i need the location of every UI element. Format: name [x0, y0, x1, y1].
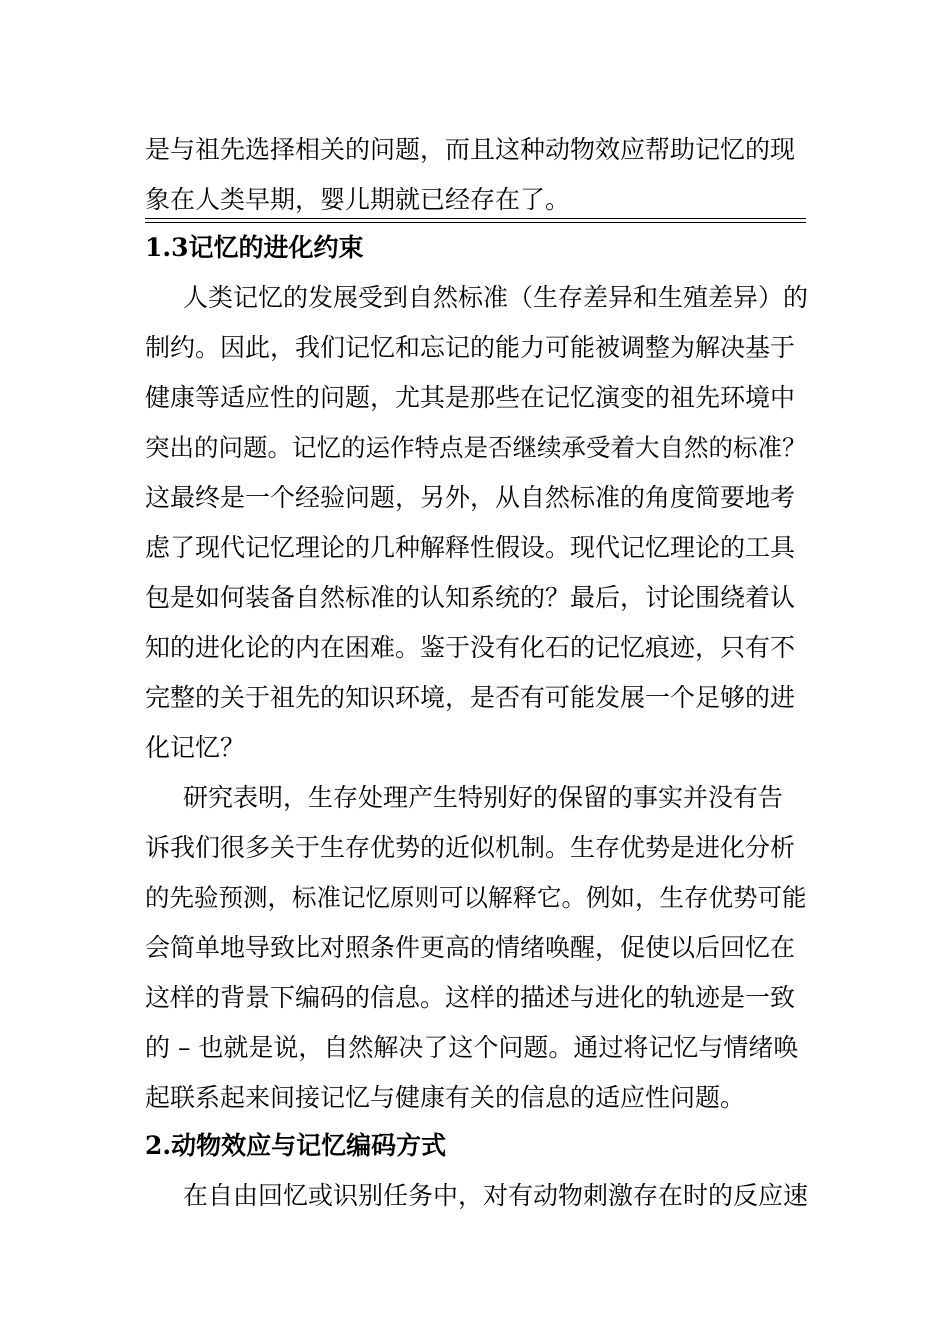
section-divider-bottom — [145, 222, 806, 223]
section-heading-1-3: 1.3记忆的进化约束 — [145, 233, 364, 262]
paragraph-line: 制约。因此，我们记忆和忘记的能力可能被调整为解决基于 — [145, 333, 796, 362]
paragraph-line: 起联系起来间接记忆与健康有关的信息的适应性问题。 — [145, 1083, 746, 1112]
paragraph-line: 的 – 也就是说，自然解决了这个问题。通过将记忆与情绪唤 — [145, 1033, 799, 1062]
paragraph-line: 包是如何装备自然标准的认知系统的？最后，讨论围绕着认 — [145, 583, 796, 612]
paragraph-line: 研究表明，生存处理产生特别好的保留的事实并没有告 — [183, 783, 784, 812]
section-heading-2: 2.动物效应与记忆编码方式 — [145, 1131, 447, 1160]
paragraph-line: 在自由回忆或识别任务中，对有动物刺激存在时的反应速 — [183, 1181, 809, 1210]
paragraph-line: 的先验预测，标准记忆原则可以解释它。例如，生存优势可能 — [145, 883, 807, 912]
paragraph-line: 虑了现代记忆理论的几种解释性假设。现代记忆理论的工具 — [145, 533, 796, 562]
paragraph-line: 化记忆？ — [145, 733, 246, 762]
paragraph-line: 突出的问题。记忆的运作特点是否继续承受着大自然的标准？ — [145, 433, 807, 462]
paragraph-line: 人类记忆的发展受到自然标准（生存差异和生殖差异）的 — [183, 283, 809, 312]
paragraph-line: 知的进化论的内在困难。鉴于没有化石的记忆痕迹，只有不 — [145, 633, 796, 662]
paragraph-line: 健康等适应性的问题，尤其是那些在记忆演变的祖先环境中 — [145, 383, 796, 412]
paragraph-line: 完整的关于祖先的知识环境，是否有可能发展一个足够的进 — [145, 683, 796, 712]
section-divider-top — [145, 218, 806, 219]
paragraph-line: 会简单地导致比对照条件更高的情绪唤醒，促使以后回忆在 — [145, 933, 796, 962]
paragraph-line: 这最终是一个经验问题，另外，从自然标准的角度简要地考 — [145, 483, 796, 512]
paragraph-line: 这样的背景下编码的信息。这样的描述与进化的轨迹是一致 — [145, 983, 796, 1012]
body-text-line: 象在人类早期，婴儿期就已经存在了。 — [145, 185, 571, 214]
paragraph-line: 诉我们很多关于生存优势的近似机制。生存优势是进化分析 — [145, 833, 796, 862]
body-text-line: 是与祖先选择相关的问题，而且这种动物效应帮助记忆的现 — [145, 135, 796, 164]
